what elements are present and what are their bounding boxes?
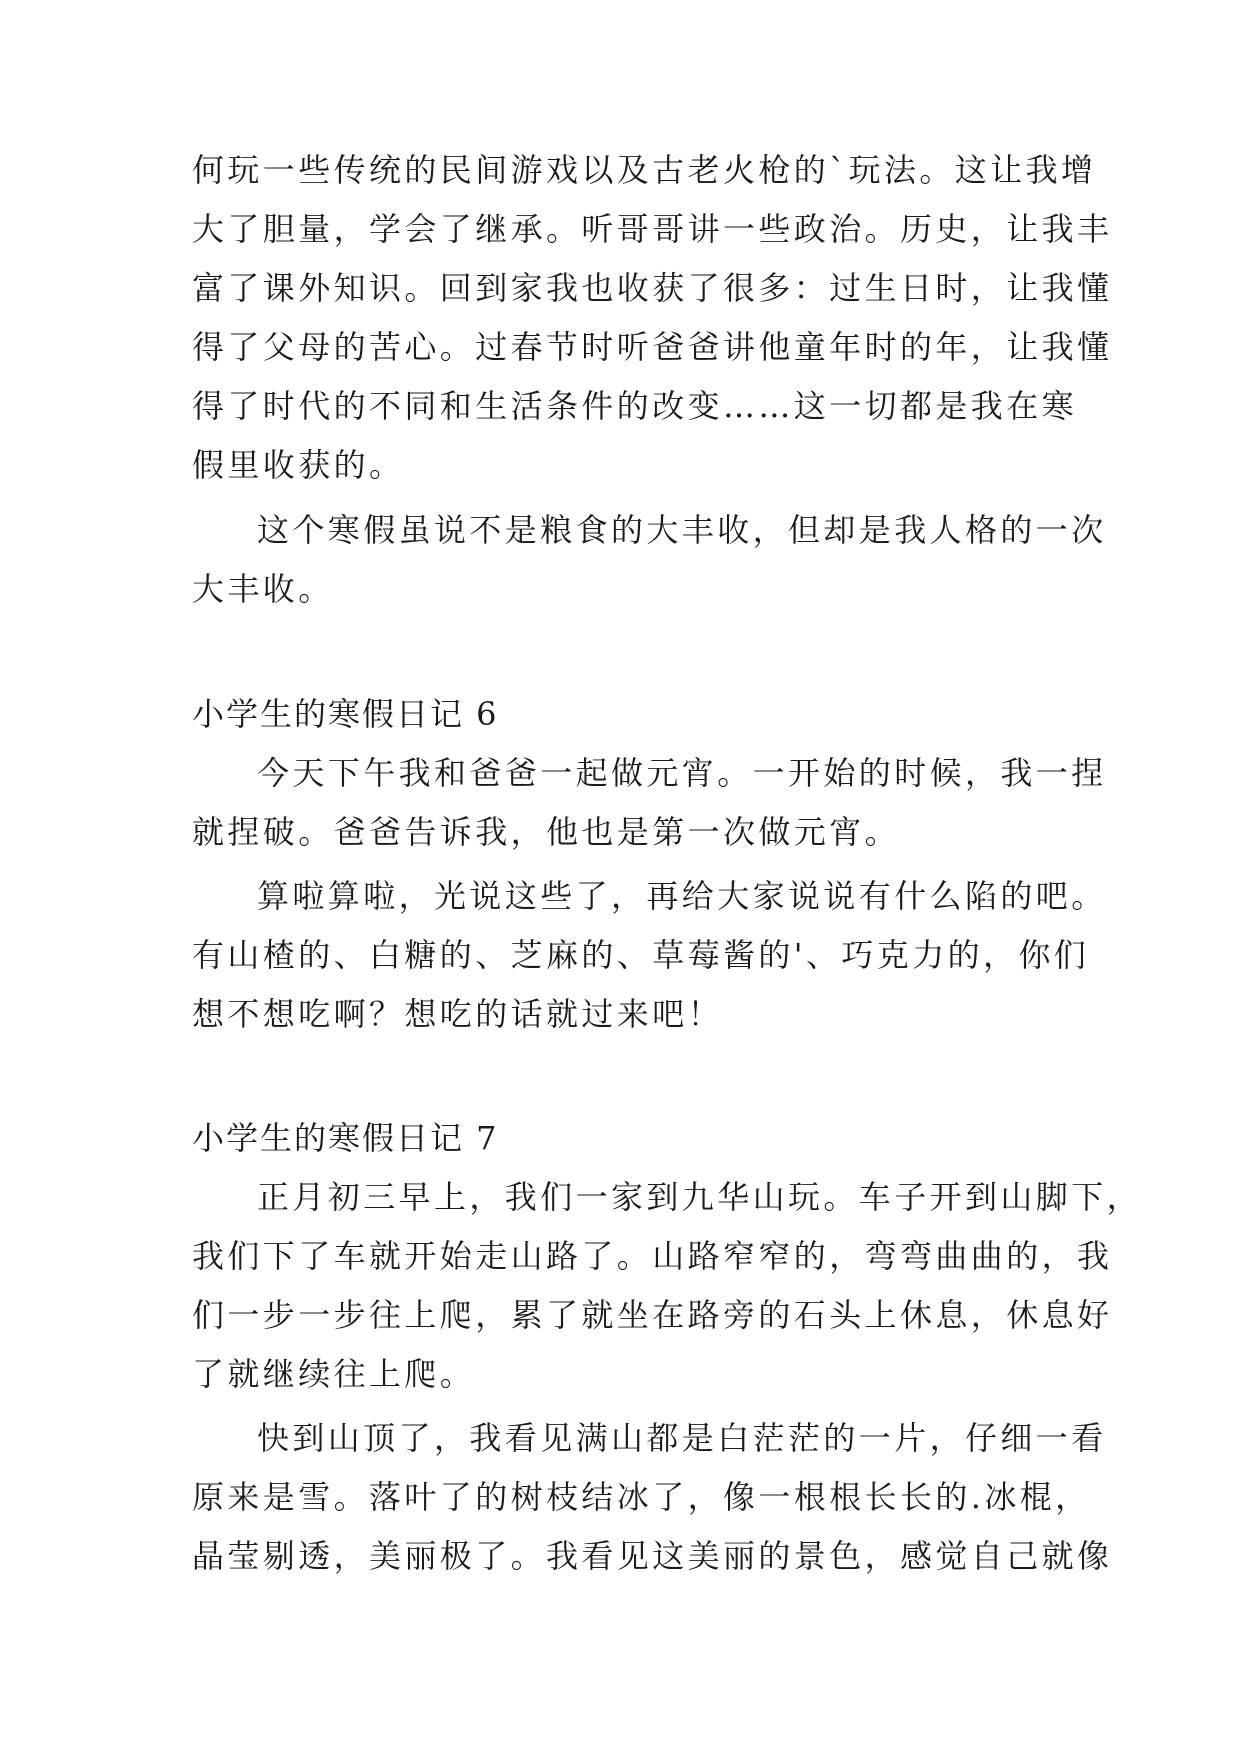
paragraph-line: 今天下午我和爸爸一起做元宵。一开始的时候，我一捏 [257, 754, 1107, 792]
section-heading: 小学生的寒假日记 6 [192, 695, 499, 733]
paragraph-line: 算啦算啦，光说这些了，再给大家说说有什么陷的吧。 [257, 877, 1107, 915]
paragraph-line: 得了父母的苦心。过春节时听爸爸讲他童年时的年，让我懂 [192, 328, 1113, 366]
paragraph-line: 大丰收。 [192, 570, 334, 608]
paragraph-line: 大了胆量，学会了继承。听哥哥讲一些政治。历史，让我丰 [192, 210, 1113, 248]
paragraph-line: 何玩一些传统的民间游戏以及古老火枪的`玩法。这让我增 [192, 151, 1097, 189]
paragraph-line: 这个寒假虽说不是粮食的大丰收，但却是我人格的一次 [257, 511, 1107, 549]
paragraph-line: 我们下了车就开始走山路了。山路窄窄的，弯弯曲曲的，我 [192, 1237, 1113, 1275]
paragraph-line: 原来是雪。落叶了的树枝结冰了，像一根根长长的.冰棍， [192, 1478, 1091, 1516]
paragraph-line: 就捏破。爸爸告诉我，他也是第一次做元宵。 [192, 813, 901, 851]
paragraph-line: 们一步一步往上爬，累了就坐在路旁的石头上休息，休息好 [192, 1296, 1113, 1334]
paragraph-line: 有山楂的、白糖的、芝麻的、草莓酱的'、巧克力的，你们 [192, 936, 1090, 974]
paragraph-line: 得了时代的不同和生活条件的改变……这一切都是我在寒 [192, 387, 1078, 425]
paragraph-line: 假里收获的。 [192, 446, 405, 484]
paragraph-line: 正月初三早上，我们一家到九华山玩。车子开到山脚下， [257, 1178, 1143, 1216]
paragraph-line: 想不想吃啊？想吃的话就过来吧！ [192, 995, 724, 1033]
section-heading: 小学生的寒假日记 7 [192, 1119, 499, 1157]
paragraph-line: 快到山顶了，我看见满山都是白茫茫的一片，仔细一看 [257, 1419, 1107, 1457]
paragraph-line: 富了课外知识。回到家我也收获了很多：过生日时，让我懂 [192, 269, 1113, 307]
paragraph-line: 晶莹剔透，美丽极了。我看见这美丽的景色，感觉自己就像 [192, 1537, 1113, 1575]
paragraph-line: 了就继续往上爬。 [192, 1355, 476, 1393]
